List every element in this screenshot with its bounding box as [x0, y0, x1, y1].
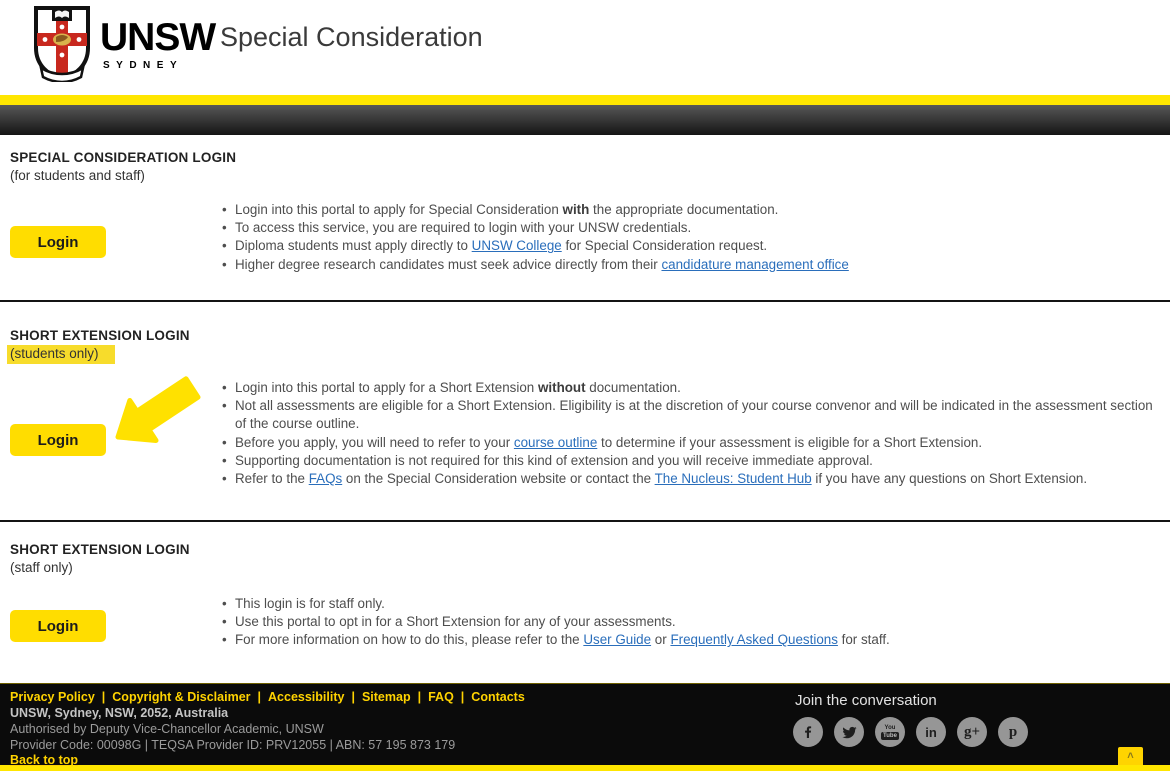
text: Login into this portal to apply for Special Consideration	[235, 202, 563, 217]
text: Diploma students must apply directly to	[235, 238, 472, 254]
inline-link[interactable]: candidature management office	[661, 256, 849, 272]
bullet-item	[235, 470, 1156, 488]
logo-brand-text: UNSW	[100, 16, 216, 59]
text: Not all assessments are eligible for a Short Extension. Eligibility is at the discretion of your course convenor and will be indicated in the assessment section of the course outline.	[235, 398, 1153, 432]
inline-link[interactable]: User Guide	[583, 632, 652, 648]
section-subheading: (for students and staff)	[10, 168, 145, 183]
footer-provider: Provider Code: 00098G | TEQSA Provider ID: PRV12055 | ABN: 57 195 873 179	[10, 738, 456, 752]
login-button-short-extension-students[interactable]: Login	[10, 424, 106, 456]
nav-bar	[0, 105, 1170, 135]
bullet-item	[235, 219, 1156, 237]
bold-text: with	[562, 202, 590, 217]
bullet-item	[235, 631, 1156, 649]
pinterest-icon[interactable]: p	[998, 717, 1028, 747]
footer-link-separator: |	[101, 690, 106, 704]
header	[0, 0, 1170, 95]
chevron-up-icon: ˄	[1127, 750, 1134, 762]
text: This login is for staff only.	[235, 596, 385, 611]
text: on the Special Consideration website or contact the	[342, 471, 655, 487]
login-button-short-extension-staff[interactable]: Login	[10, 610, 106, 642]
section-special-consideration-login	[0, 135, 1170, 302]
bullet-item	[235, 434, 1156, 452]
youtube-icon[interactable]: You Tube	[875, 717, 905, 747]
text: Refer to the	[235, 471, 309, 487]
section-subheading-highlighted: (students only)	[7, 345, 115, 364]
text: To access this service, you are required to login with your UNSW credentials.	[235, 220, 692, 236]
social-icons	[793, 717, 1028, 747]
inline-link[interactable]: course outline	[513, 434, 598, 450]
bullet-list	[235, 201, 1156, 274]
section-heading: SHORT EXTENSION LOGIN	[10, 328, 190, 343]
text: for Special Consideration request.	[561, 238, 768, 254]
yellow-accent-bar	[0, 95, 1170, 105]
section-short-extension-students	[0, 302, 1170, 522]
text: documentation.	[585, 380, 681, 395]
inline-link[interactable]: UNSW College	[471, 238, 562, 254]
facebook-icon[interactable]	[793, 717, 823, 747]
bullet-item	[235, 595, 1156, 613]
scroll-to-top-button[interactable]	[1118, 747, 1143, 765]
unsw-wordmark	[100, 18, 215, 71]
bullet-list	[235, 379, 1156, 488]
section-short-extension-staff	[0, 522, 1170, 683]
text: or	[651, 632, 671, 648]
text: for staff.	[837, 632, 890, 648]
text: Before you apply, you will need to refer to your	[235, 434, 514, 450]
bullet-item	[235, 379, 1156, 397]
footer-links	[10, 690, 525, 704]
twitter-icon[interactable]	[834, 717, 864, 747]
back-to-top-link[interactable]: Back to top	[10, 753, 79, 767]
footer-link-privacy-policy[interactable]: Privacy Policy	[10, 690, 95, 704]
bottom-yellow-strip	[0, 765, 1170, 771]
text: For more information on how to do this, please refer to the	[235, 632, 584, 648]
googleplus-icon[interactable]: g+	[957, 717, 987, 747]
logo-sub-text: SYDNEY	[103, 60, 184, 71]
section-heading: SPECIAL CONSIDERATION LOGIN	[10, 150, 237, 165]
footer-link-contacts[interactable]: Contacts	[471, 690, 525, 704]
section-subheading: (staff only)	[10, 560, 73, 575]
bullet-item	[235, 237, 1156, 255]
join-conversation-label: Join the conversation	[795, 692, 937, 709]
inline-link[interactable]: FAQs	[308, 471, 343, 487]
footer-link-separator: |	[460, 690, 465, 704]
bullet-item	[235, 256, 1156, 274]
footer	[0, 683, 1170, 765]
text: the appropriate documentation.	[589, 202, 779, 217]
text: Use this portal to opt in for a Short Extension for any of your assessments.	[235, 614, 676, 630]
footer-link-separator: |	[351, 690, 355, 704]
linkedin-icon[interactable]: in	[916, 717, 946, 747]
bullet-item	[235, 397, 1156, 433]
text: if you have any questions on Short Extension.	[811, 471, 1088, 487]
unsw-logo[interactable]	[33, 6, 215, 87]
bullet-item	[235, 452, 1156, 470]
text: Supporting documentation is not required for this kind of extension and you will receive immediate approval.	[235, 452, 873, 468]
bullet-item	[235, 201, 1156, 219]
section-heading: SHORT EXTENSION LOGIN	[10, 542, 190, 557]
page-title: Special Consideration	[220, 22, 483, 52]
bullet-list	[235, 595, 1156, 650]
unsw-crest-icon	[33, 6, 91, 87]
text: to determine if your assessment is eligible for a Short Extension.	[597, 434, 983, 450]
footer-link-copyright-disclaimer[interactable]: Copyright & Disclaimer	[112, 690, 251, 704]
footer-link-accessibility[interactable]: Accessibility	[268, 690, 345, 704]
footer-link-sitemap[interactable]: Sitemap	[361, 690, 411, 704]
footer-link-separator: |	[257, 690, 262, 704]
text: Login into this portal to apply for a Short Extension	[235, 380, 538, 395]
footer-authorised: Authorised by Deputy Vice-Chancellor Academic, UNSW	[10, 722, 324, 736]
bold-text: without	[537, 380, 586, 395]
inline-link[interactable]: The Nucleus: Student Hub	[654, 471, 812, 487]
annotation-arrow-icon	[110, 376, 206, 446]
inline-link[interactable]: Frequently Asked Questions	[670, 632, 838, 648]
footer-link-faq[interactable]: FAQ	[428, 690, 454, 704]
footer-address: UNSW, Sydney, NSW, 2052, Australia	[10, 706, 229, 720]
footer-link-separator: |	[417, 690, 422, 704]
bullet-item	[235, 613, 1156, 631]
login-button-special-consideration[interactable]: Login	[10, 226, 106, 258]
text: Higher degree research candidates must seek advice directly from their	[235, 256, 662, 272]
